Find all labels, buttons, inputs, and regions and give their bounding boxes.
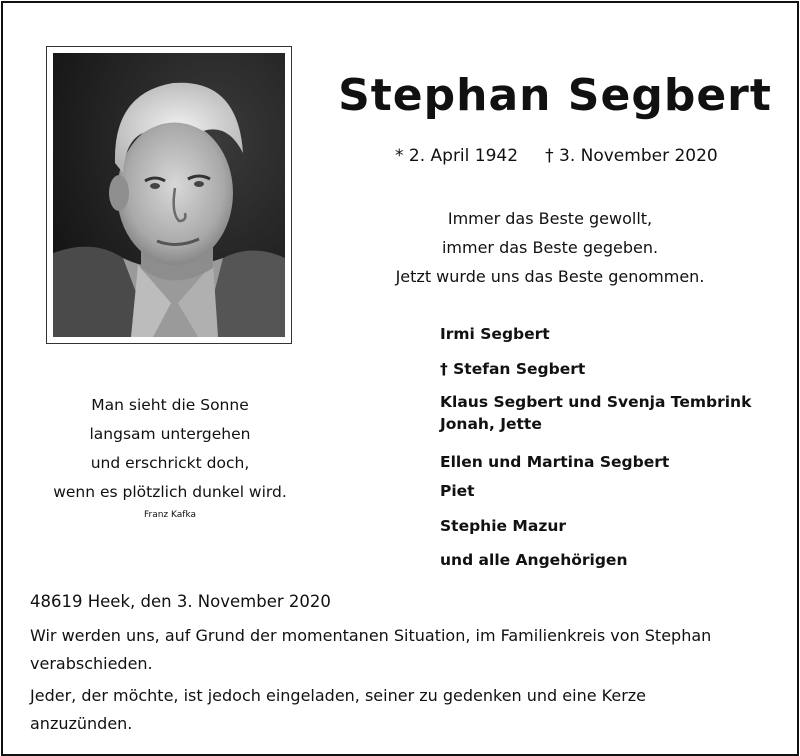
place-date: 48619 Heek, den 3. November 2020 — [30, 592, 331, 611]
quote-line: langsam untergehen — [89, 425, 251, 443]
mourner-name: Ellen und Martina Segbert — [440, 453, 670, 471]
quote-line: Man sieht die Sonne — [91, 396, 249, 414]
motto-line: Jetzt wurde uns das Beste genommen. — [395, 267, 705, 286]
notice-paragraph: Wir werden uns, auf Grund der momentanen Situation, im Familienkreis von Stephan verabschieden. — [30, 626, 712, 673]
quote-line: und erschrickt doch, — [90, 454, 250, 472]
motto-line: Immer das Beste gewollt, — [447, 209, 653, 228]
motto — [340, 204, 760, 291]
quote-line: wenn es plötzlich dunkel wird. — [53, 483, 287, 501]
quote-author: Franz Kafka — [143, 510, 197, 520]
motto-line: immer das Beste gegeben. — [441, 238, 659, 257]
mourner-name: und alle Angehörigen — [440, 551, 628, 569]
mourner-name: † Stefan Segbert — [440, 360, 586, 378]
mourner-name: Irmi Segbert — [440, 325, 550, 343]
life-dates — [395, 146, 718, 166]
birth-date: * 2. April 1942 — [395, 146, 519, 166]
mourner-name: Stephie Mazur — [440, 517, 567, 535]
notice-paragraph: Jeder, der möchte, ist jedoch eingeladen, seiner zu gedenken und eine Kerze anzuzünden. — [30, 686, 647, 733]
death-date: † 3. November 2020 — [545, 146, 718, 166]
deceased-name: Stephan Segbert — [338, 70, 772, 121]
portrait-image — [53, 53, 285, 337]
quote — [20, 391, 320, 507]
mourner-name: Piet — [440, 482, 475, 500]
notice-text — [30, 622, 750, 742]
mourner-name: Jonah, Jette — [440, 415, 542, 433]
mourner-name: Klaus Segbert und Svenja Tembrink — [440, 393, 752, 411]
portrait-photo — [53, 53, 285, 337]
portrait-frame — [46, 46, 292, 344]
